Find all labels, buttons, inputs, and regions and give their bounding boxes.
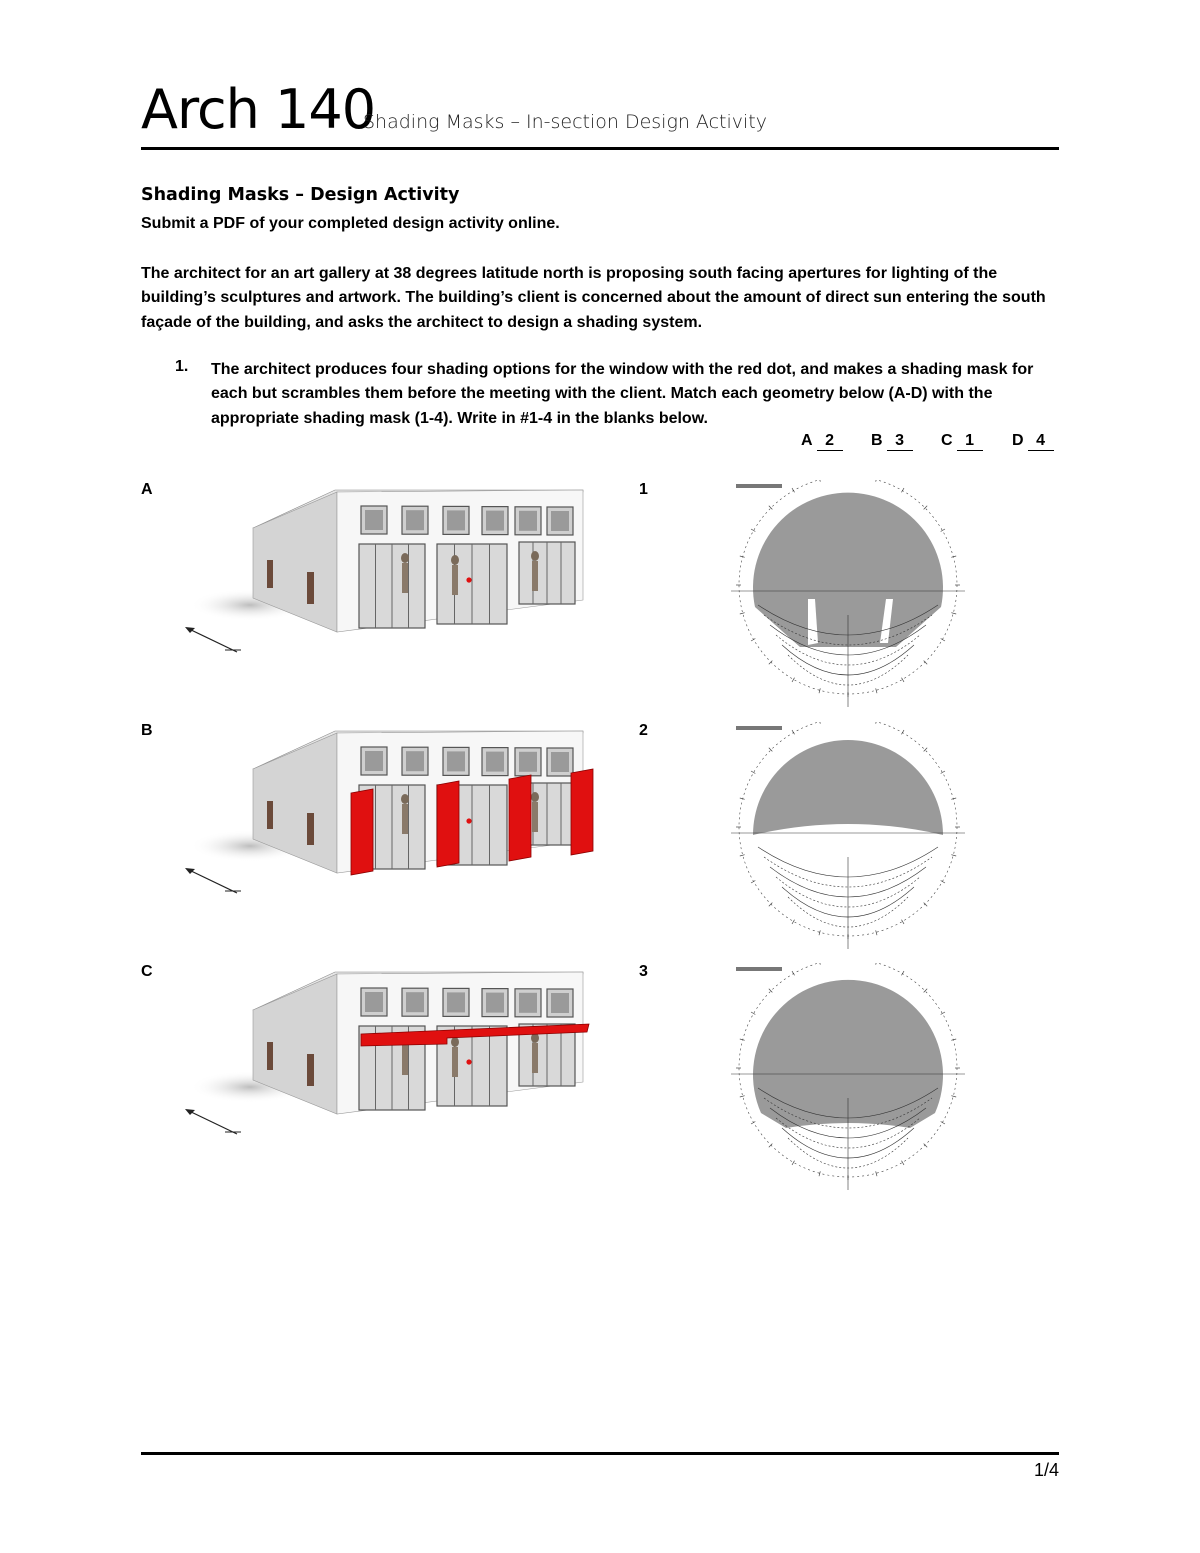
window-glass	[447, 992, 465, 1012]
compass-tick	[740, 855, 745, 856]
compass-tick	[740, 1096, 745, 1097]
compass-tick	[876, 480, 877, 482]
side-door	[267, 801, 273, 829]
geometry-label-c: C	[141, 963, 153, 980]
compass-tick	[902, 971, 905, 975]
compass-tick	[740, 613, 745, 614]
compass-tick	[876, 963, 877, 965]
figure-body	[532, 1043, 538, 1073]
window-glass	[447, 751, 465, 771]
figure-body	[452, 565, 458, 595]
figure-body	[532, 802, 538, 832]
side-door	[267, 560, 273, 588]
geometry-label-a: A	[141, 481, 153, 498]
figure-body	[532, 561, 538, 591]
question-number: 1.	[175, 358, 189, 375]
answer-c	[941, 432, 983, 451]
figure-head	[531, 792, 539, 802]
compass-tick	[792, 920, 795, 924]
mask-label-2: 2	[639, 722, 648, 739]
compass-tick	[924, 661, 928, 665]
compass-tick	[769, 1144, 773, 1148]
compass-tick	[951, 798, 956, 799]
compass-tick	[819, 722, 820, 724]
north-arrow-head	[185, 1109, 195, 1115]
compass-tick	[902, 730, 905, 734]
building-render-b	[175, 721, 595, 901]
answer-blank[interactable]: 1	[957, 432, 983, 451]
north-arrow-head	[185, 868, 195, 874]
answer-letter: B	[871, 432, 883, 449]
compass-tick	[819, 1171, 820, 1176]
window-glass	[519, 752, 537, 772]
compass-tick	[902, 488, 905, 492]
compass-tick	[876, 930, 877, 935]
compass-tick	[876, 688, 877, 693]
compass-tick	[819, 963, 820, 965]
mask-label-1: 1	[639, 481, 648, 498]
vertical-fin	[437, 781, 459, 867]
window-glass	[365, 510, 383, 530]
answer-letter: D	[1012, 432, 1024, 449]
answer-blank[interactable]: 4	[1028, 432, 1054, 451]
window-glass	[551, 511, 569, 531]
window-glass	[551, 752, 569, 772]
side-door	[267, 1042, 273, 1070]
compass-tick	[819, 480, 820, 482]
figure-body	[402, 1045, 408, 1075]
compass-tick	[951, 1096, 956, 1097]
figure-head	[401, 794, 409, 804]
submit-note: Submit a PDF of your completed design activity online.	[141, 215, 560, 232]
shading-mask-3	[728, 963, 978, 1198]
figure-head	[531, 551, 539, 561]
window-glass	[365, 751, 383, 771]
vertical-fin	[351, 789, 373, 875]
compass-tick	[819, 688, 820, 693]
compass-tick	[769, 506, 773, 510]
building-render-a	[175, 480, 595, 660]
compass-tick	[819, 930, 820, 935]
window-glass	[486, 752, 504, 772]
intro-paragraph: The architect for an art gallery at 38 degrees latitude north is proposing south facing apertures for lighting of the building’s sculptures and artwork. The building’s client is concerned about the amount of direct sun entering the south façade of the building, and asks the architect to design a shading system.	[141, 265, 1046, 331]
compass-tick	[924, 748, 928, 752]
compass-tick	[769, 989, 773, 993]
compass-tick	[924, 1144, 928, 1148]
window-glass	[519, 993, 537, 1013]
answer-blank[interactable]: 3	[887, 432, 913, 451]
compass-tick	[941, 771, 945, 774]
window-glass	[551, 993, 569, 1013]
page-number: 1/4	[1033, 1460, 1059, 1480]
compass-tick	[740, 1039, 745, 1040]
compass-tick	[902, 678, 905, 682]
chart-caption-mark	[736, 726, 782, 730]
side-door	[307, 1054, 314, 1086]
answer-a	[801, 432, 843, 451]
window-glass	[406, 510, 424, 530]
red-dot-marker	[466, 577, 471, 582]
window-glass	[486, 511, 504, 531]
north-arrow	[187, 628, 237, 652]
section-title: Shading Masks – Design Activity	[141, 185, 460, 205]
side-door	[307, 813, 314, 845]
north-arrow-head	[185, 627, 195, 633]
chart-caption-mark	[736, 967, 782, 971]
window-glass	[519, 511, 537, 531]
compass-tick	[902, 920, 905, 924]
figure-body	[452, 1047, 458, 1077]
answer-d	[1012, 432, 1054, 451]
figure-body	[402, 563, 408, 593]
compass-tick	[951, 556, 956, 557]
compass-tick	[740, 556, 745, 557]
vertical-fin	[509, 775, 531, 861]
geometry-label-b: B	[141, 722, 153, 739]
answer-letter: A	[801, 432, 813, 449]
compass-tick	[941, 529, 945, 532]
window-glass	[365, 992, 383, 1012]
window-glass	[486, 993, 504, 1013]
footer-rule	[141, 1452, 1059, 1455]
window-glass	[406, 992, 424, 1012]
page-header	[141, 80, 1059, 140]
compass-tick	[924, 903, 928, 907]
figure-head	[401, 553, 409, 563]
mask-shaded-area	[753, 740, 943, 835]
side-door	[307, 572, 314, 604]
document-subtitle: Shading Masks – In-section Design Activity	[363, 111, 767, 133]
compass-tick	[769, 903, 773, 907]
compass-tick	[769, 661, 773, 665]
figure-head	[451, 1037, 459, 1047]
compass-tick	[751, 1012, 755, 1015]
figure-head	[451, 555, 459, 565]
compass-tick	[902, 1161, 905, 1165]
north-arrow	[187, 1110, 237, 1134]
compass-tick	[792, 1161, 795, 1165]
shading-mask-1	[728, 480, 978, 715]
vertical-fin	[571, 769, 593, 855]
compass-tick	[876, 1171, 877, 1176]
compass-tick	[792, 678, 795, 682]
answer-b	[871, 432, 913, 451]
answer-letter: C	[941, 432, 953, 449]
compass-tick	[876, 722, 877, 724]
window-glass	[406, 751, 424, 771]
question-text: The architect produces four shading options for the window with the red dot, and makes a shading mask for each but scrambles them before the meeting with the client. Match each geometry below (A-D) with the appropriate shading mask (1-4). Write in #1-4 in the blanks below.	[211, 361, 1034, 427]
red-dot-marker	[466, 818, 471, 823]
compass-tick	[951, 613, 956, 614]
compass-tick	[951, 1039, 956, 1040]
red-dot-marker	[466, 1059, 471, 1064]
mask-label-3: 3	[639, 963, 648, 980]
compass-tick	[769, 748, 773, 752]
chart-caption-mark	[736, 484, 782, 488]
window-glass	[447, 510, 465, 530]
building-render-c	[175, 962, 595, 1142]
compass-tick	[924, 506, 928, 510]
compass-tick	[941, 1012, 945, 1015]
shading-mask-2	[728, 722, 978, 957]
compass-tick	[924, 989, 928, 993]
compass-tick	[951, 855, 956, 856]
header-rule	[141, 147, 1059, 150]
compass-tick	[751, 529, 755, 532]
compass-tick	[751, 771, 755, 774]
course-title: Arch 140	[141, 78, 376, 141]
figure-body	[402, 804, 408, 834]
answer-blank[interactable]: 2	[817, 432, 843, 451]
compass-tick	[740, 798, 745, 799]
north-arrow	[187, 869, 237, 893]
